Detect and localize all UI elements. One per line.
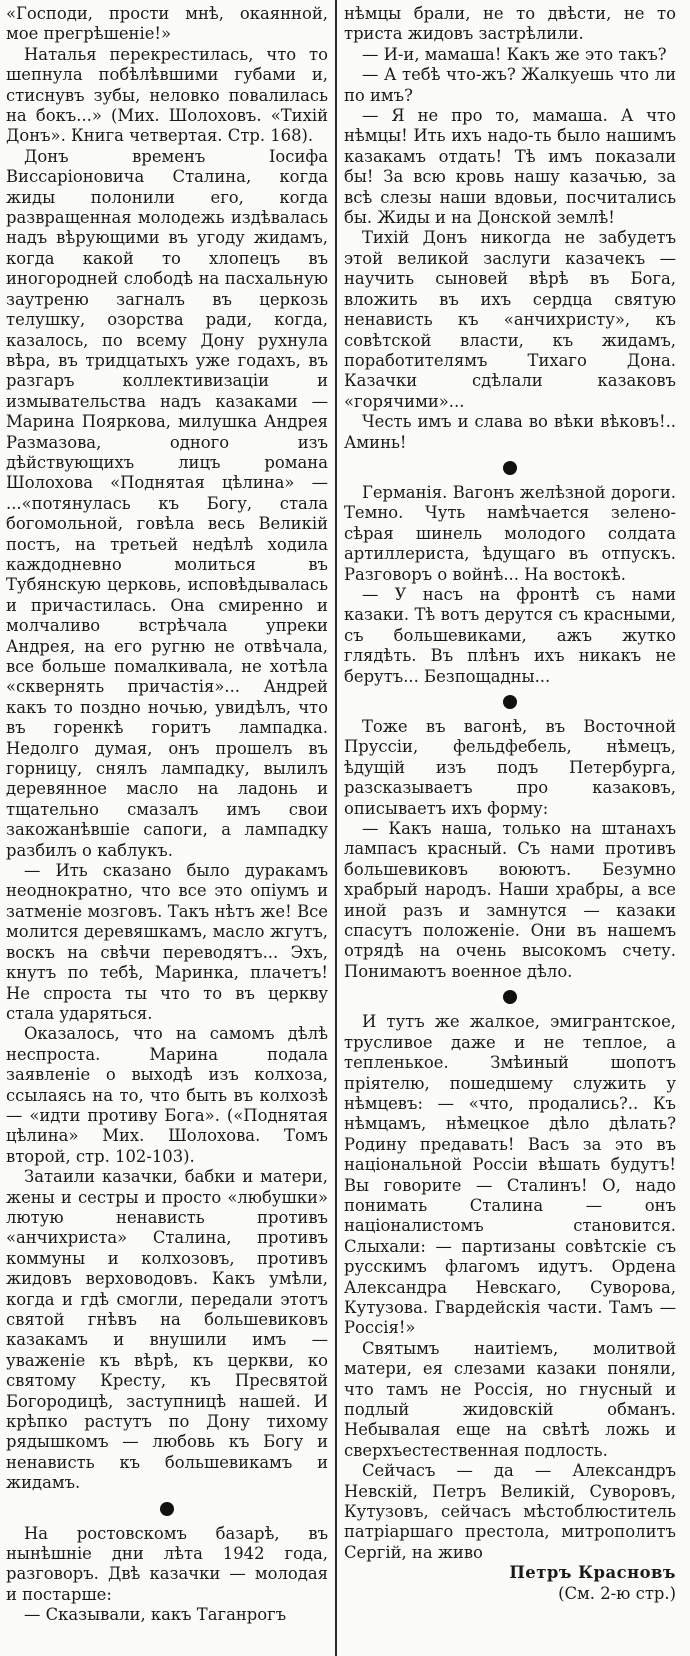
paragraph: — Какъ наша, только на штанахъ лампасъ красный. Съ нами противъ большевиковъ воюютъ. Безумно храбрый народъ. Наши храбры, а все иной разъ и замнутся — казаки спасутъ положеніе. Они въ нашемъ отрядѣ на очень высокомъ счету. Понимаютъ военное дѣло. — [344, 819, 676, 981]
paragraph: — У насъ на фронтѣ съ нами казаки. Тѣ вотъ дерутся съ красными, съ большевиками, ажъ жутко глядѣть. Въ плѣнъ ихъ никакъ не берутъ... Безпощадны... — [344, 584, 676, 686]
continuation-note: (См. 2-ю стр.) — [558, 1583, 676, 1603]
paragraph: И тутъ же жалкое, эмигрантское, трусливое даже и не теплое, а тепленькое. Змѣиный шопотъ пріятелю, пошедшему служить у нѣмцевъ: — «что, продались?.. Къ нѣмцамъ, нѣмецкое дѣло дѣлать? Родину предавать! Васъ за это въ національной Россіи вѣшать будутъ! Вы говорите — Сталинъ! О, надо понимать Сталина — онъ націоналистомъ становится. Слыхали: — партизаны совѣтскіе съ русскимъ флагомъ идутъ. Ордена Александра Невскаго, Суворова, Кутузова. Гвардейскія части. Тамъ — Россія!» — [344, 1012, 676, 1338]
section-separator — [344, 982, 676, 1012]
column-divider — [335, 0, 337, 1656]
paragraph: Сейчасъ — да — Александръ Невскій, Петръ Великій, Суворовъ, Кутузовъ, сейчасъ мѣстоблюститель патріаршаго престола, митрополитъ Сергій, на живо — [344, 1461, 676, 1562]
paragraph: — Я не про то, мамаша. А что нѣмцы! Ить ихъ надо-ть было нашимъ казакамъ отдать! Тѣ имъ показали бы! За всю кровь нашу казачью, за всѣ слезы наши вдовьи, посчитались бы. Жиды и на Донской землѣ! — [344, 106, 676, 228]
section-separator — [344, 687, 676, 717]
paragraph: — И-и, мамаша! Какъ же это такъ? — [362, 44, 667, 64]
paragraph: На ростовскомъ базарѣ, въ нынѣшніе дни лѣта 1942 года, разговоръ. Двѣ казачки — молодая и постарше: — [6, 1523, 328, 1604]
right-column — [344, 4, 676, 1652]
paragraph: Тоже въ вагонѣ, въ Восточной Пруссіи, фельдфебель, нѣмецъ, ѣдущій изъ подъ Петербурга, разсказываетъ про казаковъ, описываетъ ихъ форму: — [344, 717, 676, 818]
paragraph: Честь имъ и слава во вѣки вѣковъ!.. Аминь! — [344, 412, 676, 452]
signature-name: Петръ Красновъ — [509, 1563, 676, 1583]
bullet-dot-icon — [503, 990, 517, 1004]
bullet-dot-icon — [160, 1502, 174, 1516]
paragraph: Донъ временъ Іосифа Виссаріоновича Сталина, когда жиды полонили его, когда развращенная молодежь издѣвалась надъ вѣрующими въ угоду жидамъ, когда какой то хлопецъ въ иногородней слободѣ на пасхальную заутреню загналъ въ церкозь телушку, озорства ради, когда, казалось, по всему Дону рухнула вѣра, въ тридцатыхъ уже годахъ, въ разгаръ коллективизаціи и измывательства надъ казаками — Марина Пояркова, милушка Андрея Размазова, одного изъ дѣйствующихъ лицъ романа Шолохова «Поднятая цѣлина» — ...«потянулась къ Богу, стала богомольной, говѣла весь Великій постъ, на третьей недѣлѣ ходила каждодневно молиться въ Тубянскую церковь, исповѣдывалась и причастилась. Она смиренно и молчаливо встрѣчала упреки Андрея, на его ругню не отвѣчала, все больше помалкивала, не хотѣла «сквернять причастія»... Андрей какъ то поздно ночью, увидѣлъ, что въ горенкѣ горитъ лампадка. Недолго думая, онъ прошелъ въ горницу, снялъ лампадку, вылилъ деревянное масло на ладонь и тщательно смазалъ имъ свои закожанѣвшіе сапоги, а лампадку разбилъ о каблукъ. — [6, 146, 328, 860]
bullet-dot-icon — [503, 695, 517, 709]
paragraph: нѣмцы брали, не то двѣсти, не то триста жидовъ застрѣлили. — [344, 4, 676, 44]
paragraph: Оказалось, что на самомъ дѣлѣ неспроста. Марина подала заявленіе о выходѣ изъ колхоза, ссылаясь на то, что быть въ колхозѣ — «идти противу Бога». («Поднятая цѣлина» Мих. Шолохова. Томъ второй, стр. 102-103). — [6, 1024, 328, 1166]
paragraph: Святымъ наитіемъ, молитвой матери, ея слезами казаки поняли, что тамъ не Россія, но гнусный и подлый жидовскій обманъ. Небывалая еще на свѣтѣ ложь и сверхъестественная подлость. — [344, 1338, 676, 1460]
paragraph: Наталья перекрестилась, что то шепнула побѣлѣвшими губами и, стиснувъ зубы, неловко повалилась на бокъ...» (Мих. Шолоховъ. «Тихій Донъ». Книга четвертая. Стр. 168). — [6, 44, 328, 146]
paragraph: — Сказывали, какъ Таганрогъ — [24, 1605, 287, 1625]
paragraph: — Ить сказано было дуракамъ неоднократно, что все это опіумъ и затменіе мозговъ. Такъ нѣтъ же! Все молится деревяшкамъ, масло жгутъ, воскъ на свѣчи переводятъ... Эхъ, кнутъ по тебѣ, Маринка, плачетъ! Не спроста ты что то въ церкву стала ударяться. — [6, 861, 328, 1023]
paragraph: — А тебѣ что-жъ? Жалкуешь что ли по имъ? — [344, 65, 676, 105]
paragraph: Затаили казачки, бабки и матери, жены и сестры и просто «любушки» лютую ненависть противъ «анчихриста» Сталина, противъ коммуны и колхозовъ, противъ жидовъ верховодовъ. Какъ умѣли, когда и гдѣ смогли, передали этотъ святой гнѣвъ на большевиковъ казакамъ и внушили имъ — уваженіе къ вѣрѣ, къ церкви, ко святому Кресту, къ Пресвятой Богородицѣ, заступницѣ нашей. И крѣпко растутъ по Дону тихому рядышкомъ — любовь къ Богу и ненависть къ большевикамъ и жидамъ. — [6, 1167, 328, 1493]
paragraph: «Господи, прости мнѣ, окаянной, мое прегрѣшеніе!» — [6, 4, 328, 44]
bullet-dot-icon — [503, 461, 517, 475]
author-signature — [344, 1563, 676, 1583]
paragraph: Германія. Вагонъ желѣзной дороги. Темно. Чуть намѣчается зелено-сѣрая шинель молодого солдата артиллериста, ѣдущаго въ отпускъ. Разговоръ о войнѣ... На востокѣ. — [344, 482, 676, 584]
section-separator — [6, 1494, 328, 1524]
left-column — [6, 4, 328, 1652]
section-separator — [344, 453, 676, 483]
paragraph: Тихій Донъ никогда не забудетъ этой великой заслуги казачекъ — научить сыновей вѣрѣ въ Бога, вложить въ ихъ сердца святую ненависть къ «анчихристу», къ совѣтской власти, къ жидамъ, поработителямъ Тихаго Дона. Казачки сдѣлали казаковъ «горячими»... — [344, 228, 676, 411]
